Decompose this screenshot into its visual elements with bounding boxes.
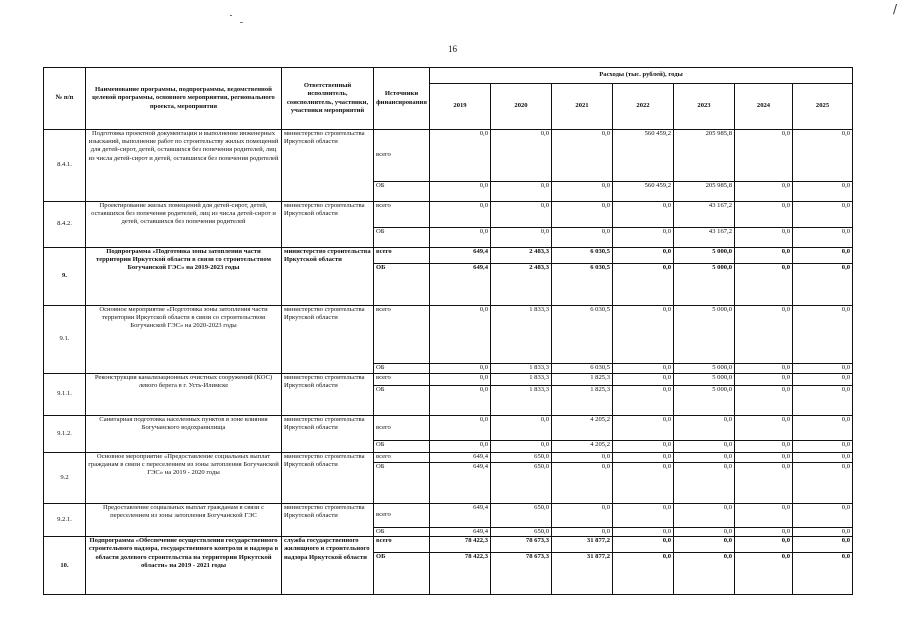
amount-cell: 0,0	[430, 374, 491, 386]
row-responsible: министерство строительства Иркутской области	[282, 202, 374, 248]
amount-cell: 649,4	[430, 248, 491, 264]
amount-cell: 0,0	[735, 453, 793, 463]
amount-cell: 2 483,3	[491, 248, 552, 264]
row-responsible: министерство строительства Иркутской области	[282, 248, 374, 306]
table-row	[44, 130, 853, 182]
amount-cell: 560 459,2	[613, 182, 674, 202]
corner-mark: /	[893, 2, 898, 16]
row-responsible: министерство строительства Иркутской области	[282, 306, 374, 374]
amount-cell: 649,4	[430, 264, 491, 306]
amount-cell: 0,0	[430, 202, 491, 228]
amount-cell: 0,0	[735, 537, 793, 553]
amount-cell: 0,0	[613, 386, 674, 416]
scan-speck	[240, 22, 243, 23]
row-number: 8.4.2.	[44, 202, 86, 248]
table-row	[44, 202, 853, 228]
amount-cell: 0,0	[613, 416, 674, 441]
scan-speck	[230, 15, 232, 16]
amount-cell: 0,0	[735, 228, 793, 248]
amount-cell: 0,0	[793, 182, 853, 202]
funding-source: всего	[374, 504, 430, 528]
amount-cell: 0,0	[674, 441, 735, 453]
amount-cell: 0,0	[552, 202, 613, 228]
amount-cell: 0,0	[613, 364, 674, 374]
amount-cell: 0,0	[430, 228, 491, 248]
funding-source: ОБ	[374, 228, 430, 248]
amount-cell: 0,0	[735, 463, 793, 504]
amount-cell: 0,0	[735, 264, 793, 306]
table-row	[44, 537, 853, 553]
amount-cell: 0,0	[613, 248, 674, 264]
table-row	[44, 374, 853, 386]
header-responsible: Ответственный исполнитель, соисполнитель, участники, участники мероприятий	[282, 68, 374, 130]
amount-cell: 0,0	[430, 364, 491, 374]
row-responsible: служба государственного жилищного и строительного надзора Иркутской области	[282, 537, 374, 595]
amount-cell: 0,0	[735, 182, 793, 202]
amount-cell: 4 205,2	[552, 416, 613, 441]
amount-cell: 0,0	[613, 553, 674, 595]
amount-cell: 0,0	[793, 228, 853, 248]
amount-cell: 649,4	[430, 528, 491, 537]
amount-cell: 0,0	[613, 306, 674, 364]
amount-cell: 650,0	[491, 453, 552, 463]
amount-cell: 560 459,2	[613, 130, 674, 182]
amount-cell: 0,0	[793, 202, 853, 228]
amount-cell: 0,0	[552, 182, 613, 202]
row-name: Санитарная подготовка населенных пунктов в зоне влияния Богучанского водохранилища	[86, 416, 282, 453]
row-number: 9.2.1.	[44, 504, 86, 537]
funding-source: ОБ	[374, 553, 430, 595]
row-number: 9.2	[44, 453, 86, 504]
amount-cell: 0,0	[735, 553, 793, 595]
row-name: Основное мероприятие «Предоставление социальных выплат гражданам в связи с переселением из зоны затопления Богучанской ГЭС» на 2019 - 2020 годы	[86, 453, 282, 504]
amount-cell: 0,0	[613, 463, 674, 504]
amount-cell: 78 422,3	[430, 537, 491, 553]
amount-cell: 0,0	[491, 441, 552, 453]
row-responsible: министерство строительства Иркутской области	[282, 374, 374, 416]
amount-cell: 0,0	[613, 453, 674, 463]
amount-cell: 0,0	[613, 537, 674, 553]
amount-cell: 31 877,2	[552, 553, 613, 595]
amount-cell: 0,0	[552, 130, 613, 182]
amount-cell: 0,0	[430, 416, 491, 441]
amount-cell: 78 673,3	[491, 553, 552, 595]
table-row	[44, 306, 853, 364]
header-expenses: Расходы (тыс. рублей), годы	[430, 68, 853, 84]
amount-cell: 0,0	[430, 386, 491, 416]
amount-cell: 0,0	[793, 374, 853, 386]
amount-cell: 0,0	[735, 130, 793, 182]
amount-cell: 2 483,3	[491, 264, 552, 306]
amount-cell: 5 000,0	[674, 374, 735, 386]
amount-cell: 0,0	[793, 130, 853, 182]
funding-source: ОБ	[374, 182, 430, 202]
amount-cell: 0,0	[793, 264, 853, 306]
funding-source: всего	[374, 130, 430, 182]
amount-cell: 6 030,5	[552, 248, 613, 264]
amount-cell: 5 000,0	[674, 248, 735, 264]
row-name: Подготовка проектной документации и выполнение инженерных изысканий, выполнение работ по строительству жилых помещений для детей-сирот, детей, оставшихся без попечения родителей, лиц из числа детей-сирот и детей, оставшихся без попечения родителей	[86, 130, 282, 202]
amount-cell: 0,0	[793, 463, 853, 504]
amount-cell: 6 030,5	[552, 364, 613, 374]
amount-cell: 0,0	[735, 528, 793, 537]
header-year: 2021	[552, 84, 613, 130]
row-name: Основное мероприятие «Подготовка зоны затопления части территории Иркутской области в связи со строительством Богучанской ГЭС» на 2020-2023 годы	[86, 306, 282, 374]
funding-source: ОБ	[374, 441, 430, 453]
amount-cell: 0,0	[735, 441, 793, 453]
amount-cell: 0,0	[491, 228, 552, 248]
amount-cell: 0,0	[735, 386, 793, 416]
amount-cell: 43 167,2	[674, 228, 735, 248]
amount-cell: 0,0	[793, 306, 853, 364]
amount-cell: 78 673,3	[491, 537, 552, 553]
amount-cell: 0,0	[793, 441, 853, 453]
amount-cell: 0,0	[793, 364, 853, 374]
header-name: Наименование программы, подпрограммы, ведомственной целевой программы, основного мероприятия, регионального проекта, мероприятия	[86, 68, 282, 130]
row-name: Предоставление социальных выплат гражданам в связи с переселением из зоны затопления Богучанской ГЭС	[86, 504, 282, 537]
amount-cell: 0,0	[735, 364, 793, 374]
amount-cell: 0,0	[793, 248, 853, 264]
funding-source: ОБ	[374, 528, 430, 537]
budget-table	[43, 67, 853, 595]
amount-cell: 0,0	[613, 441, 674, 453]
funding-source: всего	[374, 416, 430, 441]
row-responsible: министерство строительства Иркутской области	[282, 416, 374, 453]
row-responsible: министерство строительства Иркутской области	[282, 130, 374, 202]
amount-cell: 0,0	[735, 306, 793, 364]
amount-cell: 0,0	[613, 264, 674, 306]
funding-source: всего	[374, 248, 430, 264]
header-year: 2025	[793, 84, 853, 130]
row-number: 9.	[44, 248, 86, 306]
row-number: 9.1.1.	[44, 374, 86, 416]
amount-cell: 31 877,2	[552, 537, 613, 553]
amount-cell: 0,0	[793, 504, 853, 528]
amount-cell: 6 030,5	[552, 264, 613, 306]
amount-cell: 1 825,3	[552, 374, 613, 386]
amount-cell: 0,0	[552, 528, 613, 537]
amount-cell: 0,0	[735, 504, 793, 528]
header-source: Источники финансирования	[374, 68, 430, 130]
header-num: № п/п	[44, 68, 86, 130]
table-row	[44, 248, 853, 264]
header-year: 2019	[430, 84, 491, 130]
page-number: 16	[448, 44, 457, 54]
funding-source: ОБ	[374, 364, 430, 374]
amount-cell: 0,0	[613, 374, 674, 386]
funding-source: всего	[374, 374, 430, 386]
amount-cell: 0,0	[674, 504, 735, 528]
amount-cell: 0,0	[613, 504, 674, 528]
funding-source: всего	[374, 453, 430, 463]
amount-cell: 0,0	[793, 553, 853, 595]
amount-cell: 205 985,8	[674, 182, 735, 202]
amount-cell: 43 167,2	[674, 202, 735, 228]
amount-cell: 4 205,2	[552, 441, 613, 453]
amount-cell: 5 000,0	[674, 306, 735, 364]
amount-cell: 0,0	[491, 416, 552, 441]
amount-cell: 0,0	[491, 130, 552, 182]
amount-cell: 0,0	[674, 553, 735, 595]
row-number: 8.4.1.	[44, 130, 86, 202]
amount-cell: 1 833,3	[491, 374, 552, 386]
amount-cell: 0,0	[735, 248, 793, 264]
amount-cell: 0,0	[552, 463, 613, 504]
amount-cell: 0,0	[735, 416, 793, 441]
row-number: 9.1.2.	[44, 416, 86, 453]
amount-cell: 0,0	[674, 537, 735, 553]
amount-cell: 0,0	[552, 453, 613, 463]
amount-cell: 0,0	[674, 528, 735, 537]
amount-cell: 1 833,3	[491, 386, 552, 416]
amount-cell: 5 000,0	[674, 264, 735, 306]
table-row	[44, 416, 853, 441]
amount-cell: 0,0	[674, 416, 735, 441]
header-year: 2023	[674, 84, 735, 130]
row-name: Реконструкция канализационных очистных сооружений (КОС) левого берега в г. Усть-Илимске	[86, 374, 282, 416]
amount-cell: 0,0	[430, 130, 491, 182]
funding-source: всего	[374, 306, 430, 364]
amount-cell: 0,0	[793, 416, 853, 441]
header-year: 2022	[613, 84, 674, 130]
amount-cell: 0,0	[793, 537, 853, 553]
amount-cell: 0,0	[491, 202, 552, 228]
amount-cell: 205 985,8	[674, 130, 735, 182]
amount-cell: 0,0	[613, 228, 674, 248]
amount-cell: 6 030,5	[552, 306, 613, 364]
amount-cell: 78 422,3	[430, 553, 491, 595]
amount-cell: 1 833,3	[491, 364, 552, 374]
amount-cell: 0,0	[613, 528, 674, 537]
amount-cell: 0,0	[430, 441, 491, 453]
amount-cell: 0,0	[735, 202, 793, 228]
amount-cell: 649,4	[430, 504, 491, 528]
amount-cell: 650,0	[491, 463, 552, 504]
row-name: Проектирование жилых помещений для детей-сирот, детей, оставшихся без попечения родителей, лиц из числа детей-сирот и детей, оставшихся без попечения родителей	[86, 202, 282, 248]
funding-source: ОБ	[374, 386, 430, 416]
row-responsible: министерство строительства Иркутской области	[282, 453, 374, 504]
amount-cell: 649,4	[430, 453, 491, 463]
header-year: 2020	[491, 84, 552, 130]
amount-cell: 0,0	[491, 182, 552, 202]
amount-cell: 0,0	[793, 453, 853, 463]
table-row	[44, 453, 853, 463]
amount-cell: 0,0	[735, 374, 793, 386]
amount-cell: 0,0	[552, 228, 613, 248]
amount-cell: 5 000,0	[674, 364, 735, 374]
funding-source: ОБ	[374, 264, 430, 306]
amount-cell: 0,0	[430, 306, 491, 364]
funding-source: всего	[374, 537, 430, 553]
amount-cell: 1 833,3	[491, 306, 552, 364]
amount-cell: 650,0	[491, 504, 552, 528]
amount-cell: 5 000,0	[674, 386, 735, 416]
amount-cell: 0,0	[613, 202, 674, 228]
amount-cell: 0,0	[430, 182, 491, 202]
header-year: 2024	[735, 84, 793, 130]
amount-cell: 0,0	[552, 504, 613, 528]
amount-cell: 0,0	[674, 463, 735, 504]
amount-cell: 649,4	[430, 463, 491, 504]
row-number: 9.1.	[44, 306, 86, 374]
funding-source: ОБ	[374, 463, 430, 504]
amount-cell: 650,0	[491, 528, 552, 537]
table-row	[44, 504, 853, 528]
amount-cell: 0,0	[674, 453, 735, 463]
amount-cell: 0,0	[793, 528, 853, 537]
amount-cell: 1 825,3	[552, 386, 613, 416]
row-name: Подпрограмма «Обеспечение осуществления государственного строительного надзора, государственного контроля и надзора в области долевого строительства на территории Иркутской области» на 2019 - 2021 годы	[86, 537, 282, 595]
funding-source: всего	[374, 202, 430, 228]
amount-cell: 0,0	[793, 386, 853, 416]
row-responsible: министерство строительства Иркутской области	[282, 504, 374, 537]
row-name: Подпрограмма «Подготовка зоны затопления части территории Иркутской области в связи со строительством Богучанской ГЭС» на 2019-2023 годы	[86, 248, 282, 306]
row-number: 10.	[44, 537, 86, 595]
